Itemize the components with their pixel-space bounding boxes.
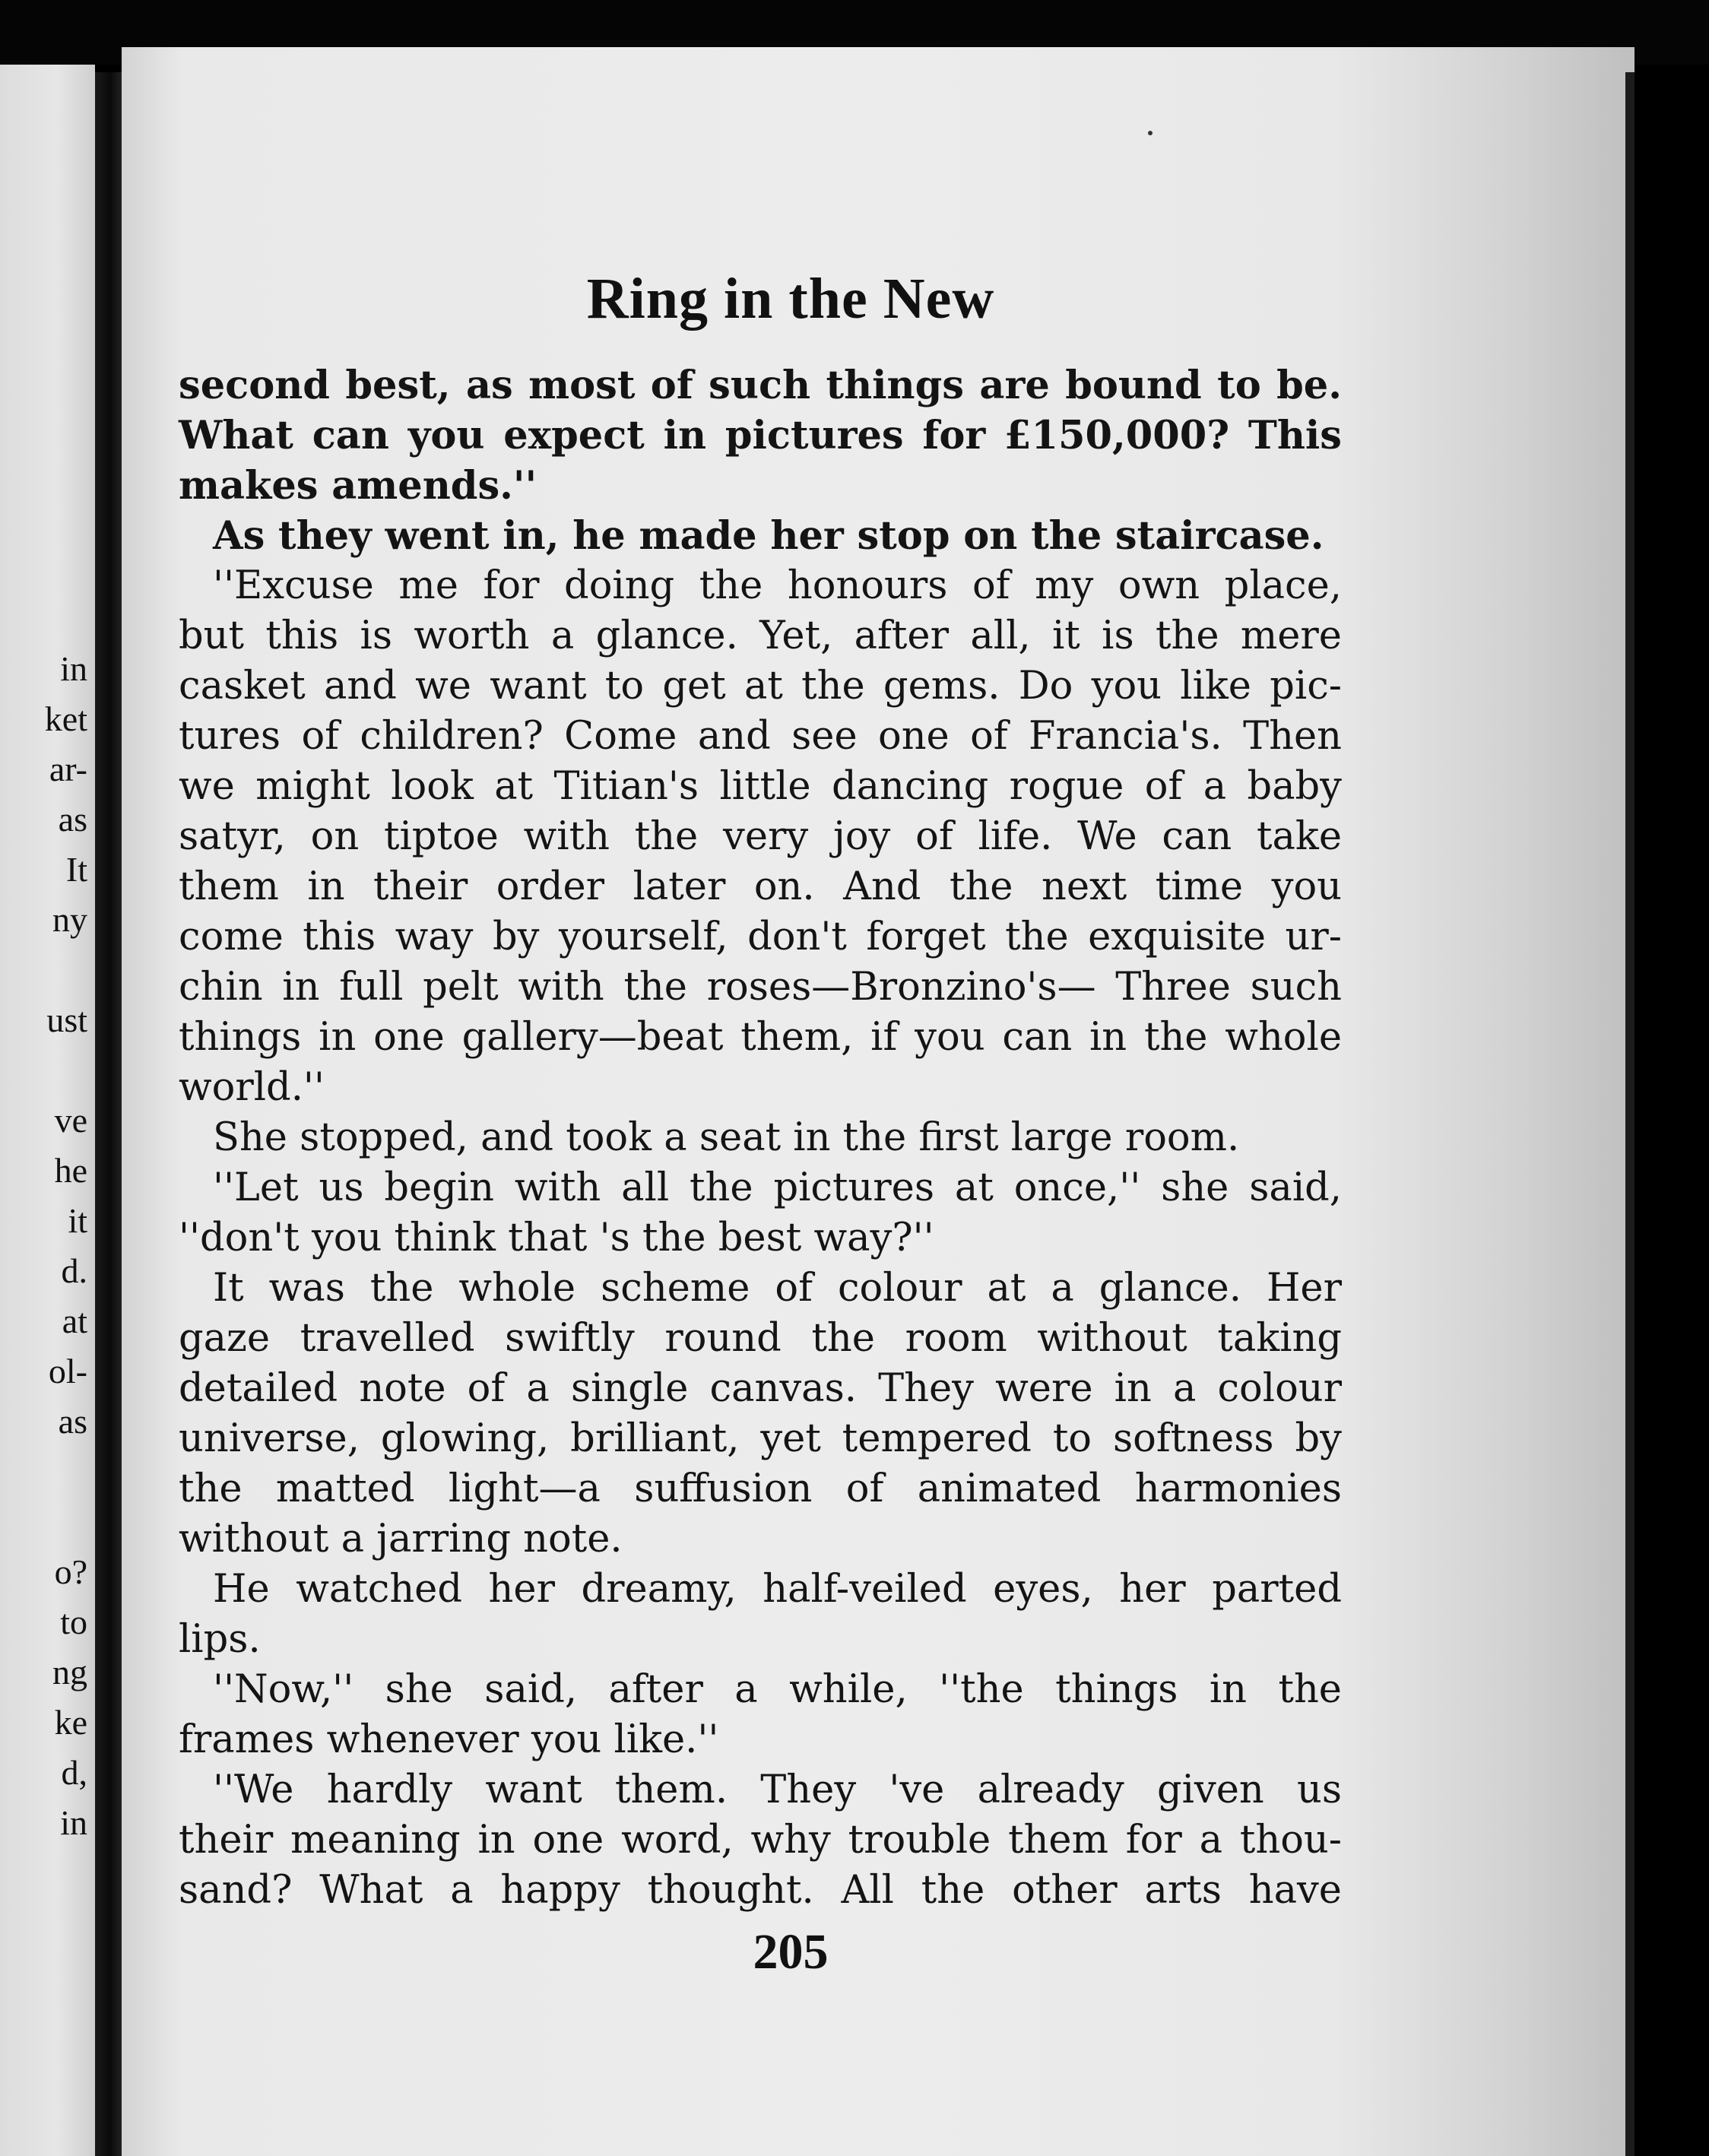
text-line: satyr, on tiptoe with the very joy of life. We can take [179, 814, 1342, 859]
facing-page-text: ket [44, 699, 87, 738]
text-line: the matted light—a suffusion of animated harmonies [179, 1466, 1342, 1511]
book-page [122, 47, 1634, 2156]
text-line: second best, as most of such things are bound to be. [179, 363, 1342, 408]
facing-page-text: ol- [48, 1352, 87, 1390]
facing-page-text: he [54, 1151, 87, 1190]
facing-page-text: ve [54, 1101, 87, 1140]
body-text [179, 360, 1342, 1916]
text-line: ''Now,'' she said, after a while, ''the things in the [213, 1667, 1342, 1712]
text-line: detailed note of a single canvas. They were in a colour [179, 1366, 1342, 1411]
facing-page-text: in [60, 649, 87, 688]
text-line: gaze travelled swiftly round the room without taking [179, 1316, 1342, 1361]
facing-page-text: it [68, 1201, 87, 1240]
facing-page-text: ny [52, 900, 87, 939]
text-line: It was the whole scheme of colour at a glance. Her [213, 1266, 1342, 1311]
paper-speck [1148, 131, 1153, 135]
scan-right-border [1634, 72, 1709, 2156]
text-line: them in their order later on. And the next time you [179, 864, 1342, 909]
text-line: ''We hardly want them. They 've already given us [213, 1768, 1342, 1812]
facing-page-text: ar- [49, 750, 87, 788]
text-line: As they went in, he made her stop on the staircase. [213, 513, 1324, 559]
text-line: He watched her dreamy, half-veiled eyes, her parted [213, 1567, 1342, 1612]
text-line: frames whenever you like.'' [179, 1717, 719, 1762]
text-line: tures of children? Come and see one of Francia's. Then [179, 714, 1342, 759]
text-line: things in one gallery—beat them, if you can in the whole [179, 1015, 1342, 1060]
facing-page-text: to [60, 1603, 87, 1641]
facing-page-text: in [60, 1803, 87, 1842]
text-line: we might look at Titian's little dancing rogue of a baby [179, 764, 1342, 809]
facing-page-text: d. [61, 1251, 87, 1290]
facing-page-text: as [58, 800, 87, 839]
facing-page-text: It [65, 850, 87, 889]
text-line: without a jarring note. [179, 1517, 623, 1562]
text-line: come this way by yourself, don't forget the exquisite ur- [179, 915, 1342, 959]
text-line: lips. [179, 1617, 261, 1662]
text-line: but this is worth a glance. Yet, after all, it is the mere [179, 614, 1342, 658]
text-line: ''Excuse me for doing the honours of my own place, [213, 563, 1342, 608]
text-line: universe, glowing, brilliant, yet tempered to softness by [179, 1416, 1342, 1461]
facing-page-text: ng [52, 1653, 87, 1692]
text-line: What can you expect in pictures for £150,000? This [179, 413, 1342, 458]
text-line: ''Let us begin with all the pictures at once,'' she said, [213, 1165, 1342, 1210]
facing-page-text: d, [61, 1753, 87, 1792]
text-line: their meaning in one word, why trouble them for a thou- [179, 1818, 1342, 1863]
text-line: casket and we want to get at the gems. Do you like pic- [179, 664, 1342, 709]
book-gutter [95, 72, 125, 2156]
page-number: 205 [753, 1924, 829, 1980]
page-edge-shadow [1625, 72, 1634, 2156]
facing-page-text: ust [46, 1000, 87, 1039]
text-line: sand? What a happy thought. All the other arts have [179, 1868, 1342, 1913]
facing-page-fragment [0, 65, 95, 2156]
facing-page-text: at [62, 1302, 87, 1340]
running-head: Ring in the New [586, 267, 995, 331]
facing-page-text: ke [54, 1703, 87, 1742]
text-line: ''don't you think that 's the best way?'' [179, 1216, 934, 1260]
text-line: makes amends.'' [179, 463, 537, 509]
text-line: chin in full pelt with the roses—Bronzino's— Three such [179, 965, 1342, 1010]
text-line: She stopped, and took a seat in the first large room. [213, 1115, 1240, 1160]
facing-page-text: o? [54, 1552, 87, 1591]
text-line: world.'' [179, 1065, 325, 1110]
facing-page-text: as [58, 1402, 87, 1441]
